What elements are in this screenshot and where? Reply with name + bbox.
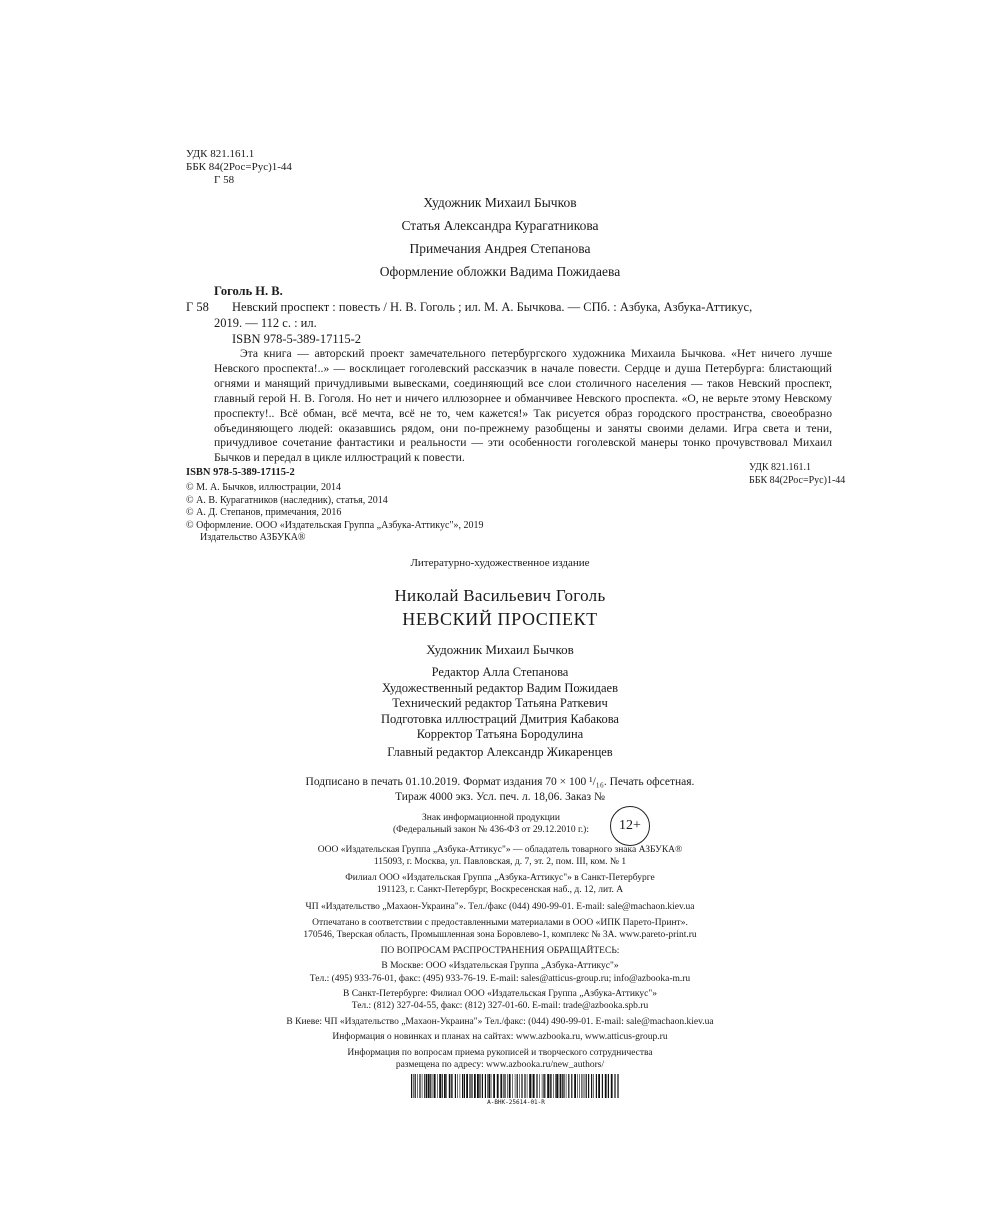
- udk-code: УДК 821.161.1: [186, 148, 255, 160]
- barcode-bar: [413, 1074, 414, 1098]
- contact-line: 170546, Тверская область, Промышленная зона Боровлево-1, комплекс № 3А. www.pareto-print.ru: [303, 930, 697, 941]
- barcode-bar: [515, 1074, 516, 1098]
- barcode-bar: [611, 1074, 613, 1098]
- barcode-image: [411, 1074, 621, 1098]
- barcode-bar: [446, 1074, 447, 1098]
- barcode-bar: [477, 1074, 479, 1098]
- book-title: НЕВСКИЙ ПРОСПЕКТ: [402, 609, 598, 629]
- barcode-bar: [430, 1074, 431, 1098]
- barcode-bar: [568, 1074, 569, 1098]
- credits-block: [0, 191, 1000, 283]
- barcode-bar: [433, 1074, 434, 1098]
- barcode-bar: [505, 1074, 506, 1098]
- barcode-bar: [451, 1074, 452, 1098]
- contact-line: ООО «Издательская Группа „Азбука-Аттикус"» — обладатель товарного знака АЗБУКА®: [317, 845, 683, 855]
- contact-line: Отпечатано в соответствии с предоставленными материалами в ООО «ИПК Парето-Принт».: [312, 918, 688, 929]
- barcode-bar: [614, 1074, 615, 1098]
- barcode-bar: [457, 1074, 458, 1098]
- barcode-bar: [466, 1074, 468, 1098]
- contact-line: Информация о новинках и планах на сайтах: www.azbooka.ru, www.atticus-group.ru: [332, 1032, 668, 1043]
- contact-line: 115093, г. Москва, ул. Павловская, д. 7, эт. 2, пом. III, ком. № 1: [373, 857, 627, 868]
- barcode-bar: [474, 1074, 476, 1098]
- credit-article: Статья Александра Курагатникова: [401, 218, 599, 233]
- barcode-bar: [460, 1074, 461, 1098]
- staff-editor: Редактор Алла Степанова: [431, 665, 569, 679]
- contact-line: Тел.: (812) 327-04-55, факс: (812) 327-01-60. E-mail: trade@azbooka.spb.ru: [351, 1001, 649, 1012]
- credit-notes: Примечания Андрея Степанова: [409, 241, 591, 256]
- distribution-heading: ПО ВОПРОСАМ РАСПРОСТРАНЕНИЯ ОБРАЩАЙТЕСЬ:: [380, 945, 620, 956]
- rights-bbk: ББК 84(2Рос=Рус)1-44: [749, 475, 846, 486]
- barcode-bar: [500, 1074, 502, 1098]
- barcode-bar: [560, 1074, 561, 1098]
- print-details-line1: Подписано в печать 01.10.2019. Формат издания 70 × 100 ¹/₁₆. Печать офсетная.: [305, 776, 695, 788]
- barcode-bar: [593, 1074, 594, 1098]
- barcode-bar: [417, 1074, 418, 1098]
- barcode-bar: [581, 1074, 582, 1098]
- barcode-bar: [586, 1074, 587, 1098]
- barcode-bar: [608, 1074, 609, 1098]
- edition-genre: Литературно-художественное издание: [410, 557, 590, 569]
- barcode-bar: [482, 1074, 483, 1098]
- barcode-bar: [605, 1074, 607, 1098]
- credit-artist: Художник Михаил Бычков: [423, 195, 577, 210]
- barcode-bar: [415, 1074, 416, 1098]
- barcode-bar: [493, 1074, 495, 1098]
- copyright-design: © Оформление. ООО «Издательская Группа „Азбука-Аттикус"», 2019: [186, 519, 484, 531]
- rights-classification: [749, 461, 845, 487]
- barcode-bar: [566, 1074, 567, 1098]
- staff-proofreader: Корректор Татьяна Бородулина: [416, 727, 584, 741]
- barcode-bar: [536, 1074, 537, 1098]
- bbk-code: ББК 84(2Рос=Рус)1-44: [186, 161, 292, 173]
- barcode-bar: [437, 1074, 438, 1098]
- barcode-bar: [509, 1074, 511, 1098]
- barcode-bar: [553, 1074, 554, 1098]
- barcode-bar: [517, 1074, 518, 1098]
- barcode-bar: [434, 1074, 436, 1098]
- barcode-bar: [529, 1074, 531, 1098]
- barcode-bar: [542, 1074, 543, 1098]
- barcode-bar: [602, 1074, 603, 1098]
- barcode-bar: [562, 1074, 563, 1098]
- barcode-bar: [487, 1074, 488, 1098]
- print-details-line2: Тираж 4000 экз. Усл. печ. л. 18,06. Заказ №: [395, 791, 605, 803]
- catalog-annotation: Эта книга — авторский проект замечательного петербургского художника Михаила Бычкова. «Нет ничего лучше Невского проспекта!..» — восклицает гоголевский рассказчик в начале повести. Сердце и душа Петербурга: блистающий огнями и манящий причудливыми вывесками, соединяющий все слои столичного населения — таков Невский проспект, главный герой Н. В. Гоголя. Но нет и ничего иллюзорнее и обманчивее Невского проспекта. «О, не верьте этому Невскому проспекту!.. Всё обман, всё мечта, всё не то, чем кажется!» Так рисуется образ городского пространства, своеобразно объединяющего людей: оказавшись рядом, они по-прежнему разобщены и заняты своими делами. Игра света и тени, причудливое сочетание фантастики и реальности — эти особенности гоголевской манеры тонко прочувствовал Михаил Бычков и передал в цикле иллюстраций к повести.: [214, 347, 832, 465]
- barcode-bar: [411, 1074, 412, 1098]
- barcode-bar: [579, 1074, 580, 1098]
- barcode-bar: [550, 1074, 551, 1098]
- barcode-bar: [491, 1074, 492, 1098]
- author-full-name: Николай Васильевич Гоголь: [394, 586, 606, 605]
- contact-line: 191123, г. Санкт-Петербург, Воскресенская наб., д. 12, лит. А: [376, 885, 624, 896]
- contact-line: ЧП «Издательство „Махаон-Украина"». Тел./факс (044) 490-99-01. E-mail: sale@machaon.kiev.ua: [305, 901, 695, 912]
- barcode-bar: [419, 1074, 420, 1098]
- barcode-bar: [485, 1074, 486, 1098]
- copyright-list: [186, 482, 484, 545]
- catalog-author: Гоголь Н. В.: [214, 284, 283, 298]
- barcode-bar: [559, 1074, 560, 1098]
- barcode-bar: [583, 1074, 584, 1098]
- catalog-isbn: ISBN 978-5-389-17115-2: [232, 332, 362, 346]
- barcode-bar: [527, 1074, 528, 1098]
- chief-editor: Главный редактор Александр Жикаренцев: [387, 745, 613, 759]
- info-sign-line1: Знак информационной продукции: [422, 813, 560, 823]
- contact-line: В Санкт-Петербурге: Филиал ООО «Издательская Группа „Азбука-Аттикус"»: [343, 989, 657, 1000]
- barcode-bar: [574, 1074, 576, 1098]
- barcode-bar: [472, 1074, 473, 1098]
- barcode-bar: [464, 1074, 465, 1098]
- imprint-artist: Художник Михаил Бычков: [426, 642, 574, 657]
- staff-tech-editor: Технический редактор Татьяна Раткевич: [392, 696, 608, 710]
- info-sign-line2: (Федеральный закон № 436-ФЗ от 29.12.2010 г.):: [393, 825, 589, 835]
- contact-line: Информация по вопросам приема рукописей и творческого сотрудничества: [347, 1047, 653, 1058]
- barcode-bar: [442, 1074, 443, 1098]
- copyright-article: © А. В. Курагатников (наследник), статья, 2014: [186, 494, 388, 506]
- contact-line: Филиал ООО «Издательская Группа „Азбука-Аттикус"» в Санкт-Петербурге: [345, 872, 655, 883]
- barcode-bar: [598, 1074, 600, 1098]
- barcode-bar: [584, 1074, 585, 1098]
- barcode-bar: [503, 1074, 504, 1098]
- barcode-bar: [452, 1074, 453, 1098]
- rights-udk: УДК 821.161.1: [749, 462, 812, 473]
- catalog-code: Г 58: [186, 300, 209, 314]
- barcode-bar: [591, 1074, 592, 1098]
- barcode-bar: [455, 1074, 456, 1098]
- barcode-bar: [428, 1074, 430, 1098]
- info-sign-text: [380, 812, 602, 836]
- barcode-bar: [577, 1074, 578, 1098]
- classification-block: [186, 148, 292, 187]
- barcode-bar: [488, 1074, 490, 1098]
- barcode-bar: [422, 1074, 423, 1098]
- barcode-bar: [571, 1074, 572, 1098]
- barcode-bar: [519, 1074, 520, 1098]
- barcode-bar: [524, 1074, 525, 1098]
- barcode-caption: A-BHK-25614-01-R: [487, 1099, 545, 1106]
- contact-line: Тел.: (495) 933-76-01, факс: (495) 933-76-19. E-mail: sales@atticus-group.ru; info@azbooka-m.ru: [309, 973, 691, 984]
- barcode-bar: [449, 1074, 450, 1098]
- contact-line: В Москве: ООО «Издательская Группа „Азбука-Аттикус"»: [381, 961, 619, 972]
- barcode-bar: [588, 1074, 589, 1098]
- staff-illustrations: Подготовка иллюстраций Дмитрия Кабакова: [380, 711, 619, 726]
- age-rating-badge: 12+: [610, 806, 650, 846]
- barcode-bar: [539, 1074, 540, 1098]
- contact-line: размещена по адресу: www.azbooka.ru/new_authors/: [395, 1060, 605, 1071]
- barcode-bar: [533, 1074, 535, 1098]
- barcode-bar: [512, 1074, 513, 1098]
- author-mark: Г 58: [214, 174, 235, 186]
- barcode-bar: [470, 1074, 471, 1098]
- rights-isbn: ISBN 978-5-389-17115-2: [186, 467, 295, 478]
- barcode-bar: [444, 1074, 446, 1098]
- barcode-bar: [556, 1074, 558, 1098]
- barcode-bar: [596, 1074, 597, 1098]
- barcode-bar: [521, 1074, 522, 1098]
- barcode-bar: [555, 1074, 556, 1098]
- barcode-bar: [507, 1074, 508, 1098]
- barcode-bar: [544, 1074, 545, 1098]
- credit-cover: Оформление обложки Вадима Пожидаева: [379, 264, 621, 279]
- copyright-notes: © А. Д. Степанов, примечания, 2016: [186, 507, 342, 518]
- barcode-bar: [439, 1074, 441, 1098]
- barcode-bar: [426, 1074, 427, 1098]
- barcode-bar: [497, 1074, 499, 1098]
- barcode-bar: [462, 1074, 463, 1098]
- contacts-block: [0, 844, 1000, 1072]
- barcode-bar: [469, 1074, 470, 1098]
- copyright-illustrations: © М. А. Бычков, иллюстрации, 2014: [186, 482, 341, 493]
- barcode-bar: [547, 1074, 549, 1098]
- staff-list: [0, 665, 1000, 743]
- barcode-bar: [543, 1074, 544, 1098]
- catalog-record-line1: Невский проспект : повесть / Н. В. Гоголь ; ил. М. А. Бычкова. — СПб. : Азбука, Азбука-Аттикус,: [232, 300, 753, 314]
- barcode-bar: [617, 1074, 618, 1098]
- staff-art-editor: Художественный редактор Вадим Пожидаев: [382, 680, 618, 695]
- contact-line: В Киеве: ЧП «Издательство „Махаон-Украина"» Тел./факс: (044) 490-99-01. E-mail: sale@machaon.kiev.ua: [286, 1016, 714, 1027]
- barcode-bar: [424, 1074, 425, 1098]
- publisher-mark: Издательство АЗБУКА®: [200, 532, 306, 543]
- barcode-bar: [563, 1074, 564, 1098]
- barcode-bar: [532, 1074, 533, 1098]
- barcode-bar: [551, 1074, 552, 1098]
- barcode-bar: [479, 1074, 480, 1098]
- catalog-record-line2: 2019. — 112 с. : ил.: [214, 316, 317, 330]
